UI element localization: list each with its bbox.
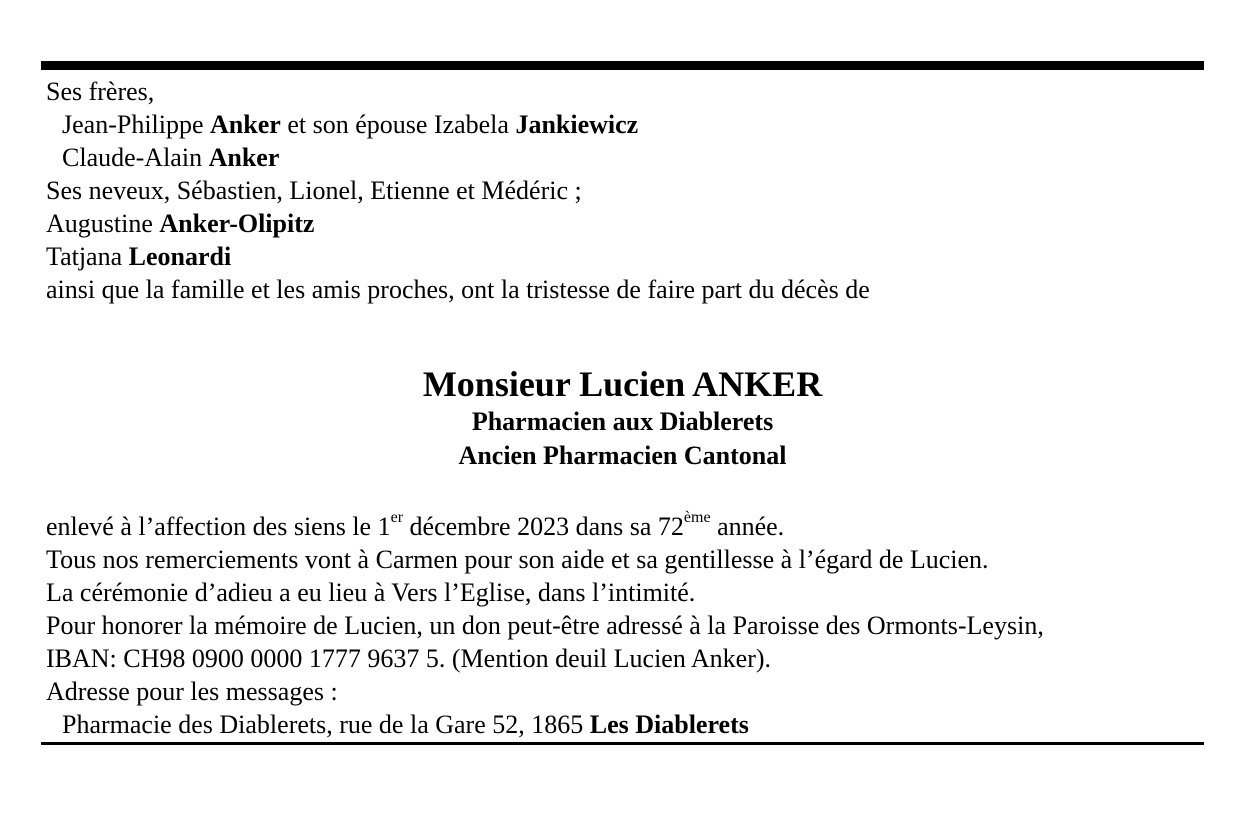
details-block	[46, 510, 1204, 741]
surname-anker-olipitz: Anker-Olipitz	[159, 209, 315, 238]
details-line-2: Tous nos remerciements vont à Carmen pour son aide et sa gentillesse à l’égard de Lucien.	[46, 545, 989, 574]
intro-line-7: ainsi que la famille et les amis proches, ont la tristesse de faire part du décès de	[46, 275, 870, 304]
details-line-6: Adresse pour les messages :	[46, 677, 338, 706]
intro-line-1: Ses frères,	[46, 77, 155, 106]
city-les-diablerets: Les Diablerets	[589, 710, 749, 739]
surname-leonardi: Leonardi	[128, 242, 232, 271]
surname-anker: Anker	[208, 143, 280, 172]
surname-jankiewicz: Jankiewicz	[515, 110, 639, 139]
deceased-title-1: Pharmacien aux Diablerets	[471, 407, 774, 436]
details-line-1: enlevé à l’affection des siens le 1er décembre 2023 dans sa 72ème année.	[46, 509, 785, 541]
details-line-4: Pour honorer la mémoire de Lucien, un don peut-être adressé à la Paroisse des Ormonts-Leysin,	[46, 611, 1044, 640]
surname-anker: Anker	[210, 110, 281, 139]
deceased-name: Monsieur Lucien ANKER	[422, 364, 823, 404]
intro-line-3: Claude-Alain Anker	[62, 143, 280, 172]
details-line-3: La cérémonie d’adieu a eu lieu à Vers l’Eglise, dans l’intimité.	[46, 578, 696, 607]
details-line-7: Pharmacie des Diablerets, rue de la Gare 52, 1865 Les Diablerets	[62, 710, 749, 739]
details-line-5: IBAN: CH98 0900 0000 1777 9637 5. (Mention deuil Lucien Anker).	[46, 644, 772, 673]
intro-line-2: Jean-Philippe Anker et son épouse Izabela Jankiewicz	[62, 110, 639, 139]
intro-block	[46, 75, 1204, 306]
intro-line-4: Ses neveux, Sébastien, Lionel, Etienne et Médéric ;	[46, 176, 582, 205]
deceased-title-2: Ancien Pharmacien Cantonal	[458, 441, 787, 470]
top-rule	[41, 61, 1204, 70]
intro-line-5: Augustine Anker-Olipitz	[46, 209, 315, 238]
bottom-rule	[41, 742, 1204, 745]
intro-line-6: Tatjana Leonardi	[46, 242, 232, 271]
